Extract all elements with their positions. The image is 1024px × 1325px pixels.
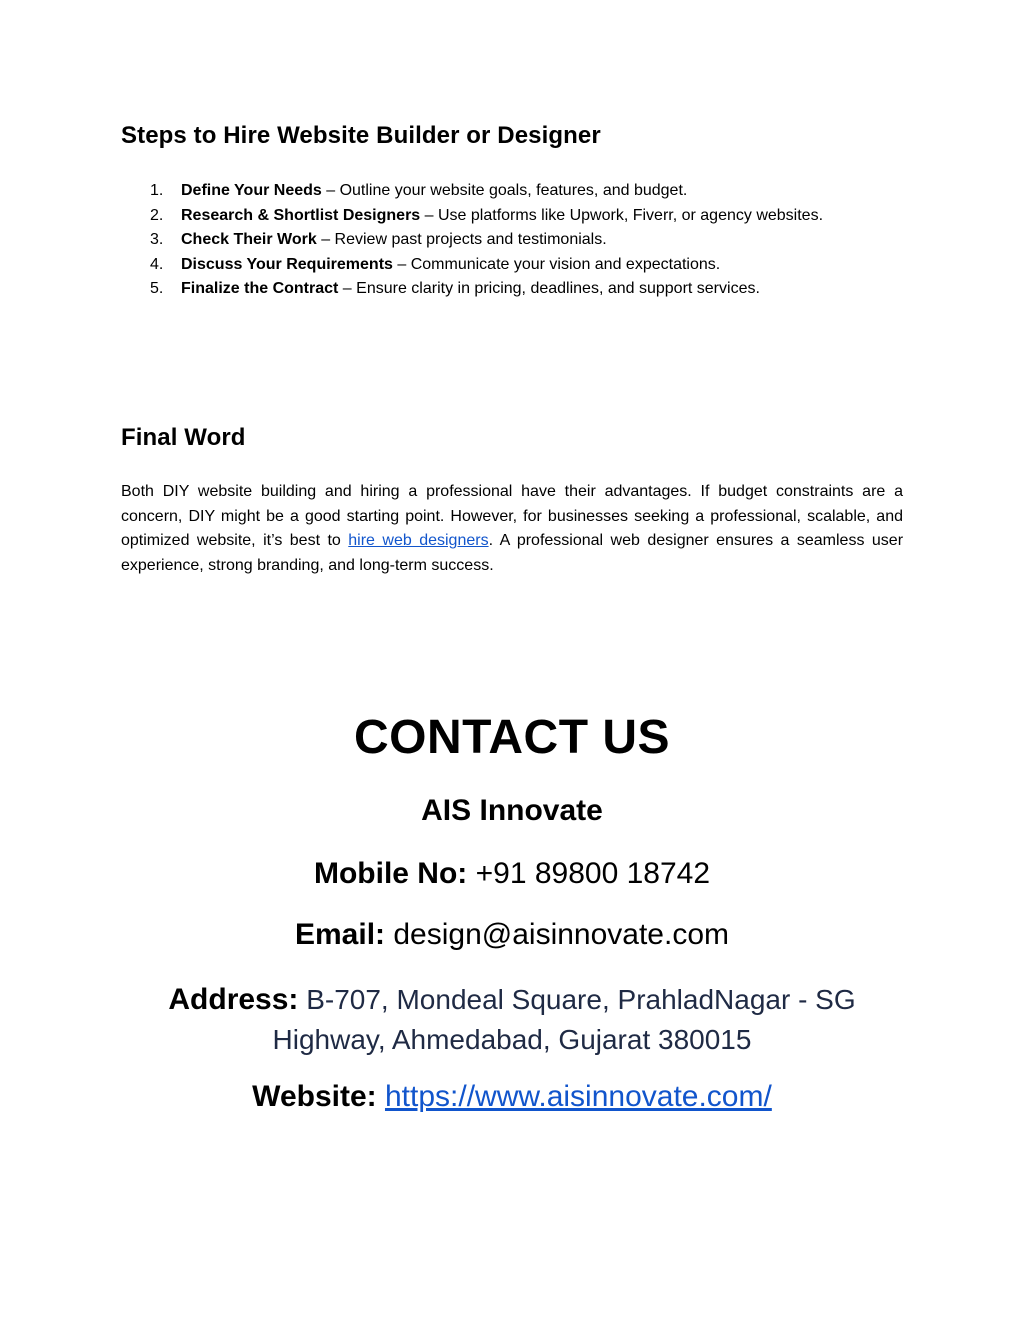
list-item-number: 5.: [150, 280, 164, 297]
mobile-line: [0, 857, 1024, 891]
mobile-value: +91 89800 18742: [475, 857, 711, 890]
paragraph-text: Both DIY website building and hiring a professional have their advantages. If budget constraints are a concern, DIY might be a good starting point. However, for businesses seeking a professional, scalable, and optimized website, it’s best to: [121, 483, 903, 549]
list-item: [121, 277, 903, 302]
list-item-number: 4.: [150, 255, 164, 273]
list-item: [121, 253, 903, 278]
final-word-heading: Final Word: [121, 424, 246, 451]
company-name: AIS Innovate: [421, 794, 603, 827]
list-item-title: Discuss Your Requirements: [181, 255, 393, 273]
email-label: Email:: [294, 918, 386, 951]
website-link[interactable]: https://www.aisinnovate.com/: [384, 1080, 772, 1113]
list-item-title: Check Their Work: [181, 231, 317, 248]
paragraph-text: . A professional web designer ensures a seamless user experience, strong branding, and long-term success.: [121, 532, 904, 574]
address-label: Address:: [168, 983, 299, 1016]
contact-us-title: CONTACT US: [353, 711, 671, 764]
email-value: design@aisinnovate.com: [393, 918, 729, 951]
list-item-title: Research & Shortlist Designers: [181, 206, 421, 224]
list-item-title: Define Your Needs: [181, 182, 322, 199]
website-line: [0, 1080, 1024, 1114]
website-label: Website:: [252, 1080, 377, 1113]
list-item: [121, 179, 903, 204]
list-item-text: – Ensure clarity in pricing, deadlines, and support services.: [338, 280, 760, 297]
list-item-text: – Outline your website goals, features, and budget.: [321, 182, 688, 199]
list-item-text: – Communicate your vision and expectations.: [392, 255, 721, 273]
list-item-number: 2.: [150, 206, 164, 224]
list-item-title: Finalize the Contract: [181, 280, 339, 297]
list-item-number: 1.: [150, 182, 164, 199]
list-item-number: 3.: [150, 231, 164, 248]
final-word-paragraph: [121, 480, 903, 578]
email-line: [0, 918, 1024, 952]
list-item: [121, 204, 903, 229]
hire-web-designers-link[interactable]: hire web designers: [348, 532, 489, 549]
address-line: [150, 980, 874, 1060]
steps-list: [121, 179, 903, 302]
list-item: [121, 228, 903, 253]
mobile-label: Mobile No:: [313, 857, 468, 890]
address-value: B-707, Mondeal Square, PrahladNagar - SG Highway, Ahmedabad, Gujarat 380015: [272, 984, 856, 1055]
steps-heading: Steps to Hire Website Builder or Designer: [121, 122, 601, 149]
list-item-text: – Review past projects and testimonials.: [316, 231, 607, 248]
list-item-text: – Use platforms like Upwork, Fiverr, or agency websites.: [420, 206, 824, 224]
